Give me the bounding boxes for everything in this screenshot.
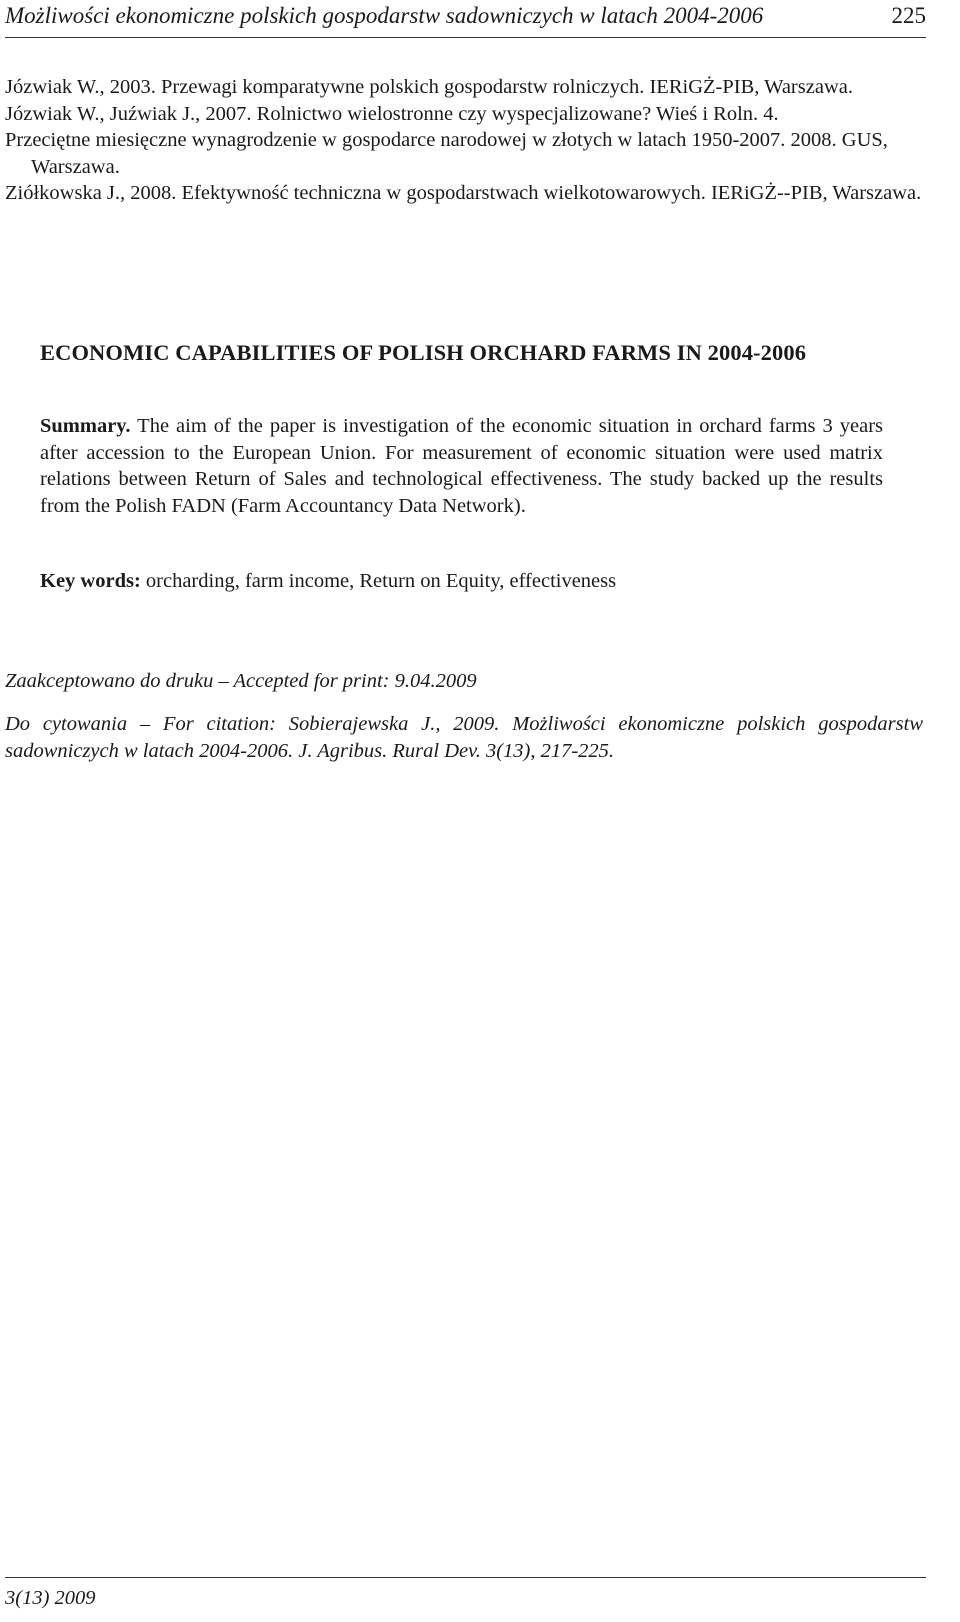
summary-paragraph — [40, 413, 883, 519]
keywords-label: Key words: — [40, 570, 141, 592]
summary-label: Summary. — [40, 415, 131, 437]
english-title: ECONOMIC CAPABILITIES OF POLISH ORCHARD FARMS IN 2004-2006 — [40, 340, 807, 365]
citation-note: Do cytowania – For citation: Sobierajewska J., 2009. Możliwości ekonomiczne polskich gospodarstw sadowniczych w latach 2004-2006. J. Agribus. Rural Dev. 3(13), 217-225. — [5, 713, 923, 762]
reference-item: Józwiak W., 2003. Przewagi komparatywne polskich gospodarstw rolniczych. IERiGŻ-PIB, Warszawa. — [5, 76, 853, 98]
issue-number: 3(13) 2009 — [5, 1587, 96, 1609]
reference-list — [5, 74, 926, 207]
page-footer — [5, 1577, 926, 1610]
reference-item: Ziółkowska J., 2008. Efektywność techniczna w gospodarstwach wielkotowarowych. IERiGŻ--PIB, Warszawa. — [5, 182, 922, 204]
summary-text: The aim of the paper is investigation of the economic situation in orchard farms 3 years after accession to the European Union. For measurement of economic situation were used matrix relations between Return of Sales and technological effectiveness. The study backed up the results from the Polish FADN (Farm Accountancy Data Network). — [40, 415, 883, 517]
keywords-line — [40, 570, 616, 593]
running-header — [5, 0, 926, 38]
reference-item: Przeciętne miesięczne wynagrodzenie w gospodarce narodowej w złotych w latach 1950-2007. 2008. GUS, Warszawa. — [5, 129, 888, 178]
accepted-note: Zaakceptowano do druku – Accepted for print: 9.04.2009 — [5, 670, 477, 692]
page-number: 225 — [891, 3, 926, 28]
reference-item: Józwiak W., Juźwiak J., 2007. Rolnictwo wielostronne czy wyspecjalizowane? Wieś i Roln. 4. — [5, 102, 779, 125]
running-title: Możliwości ekonomiczne polskich gospodarstw sadowniczych w latach 2004-2006 — [5, 3, 764, 28]
keywords-text: orcharding, farm income, Return on Equity, effectiveness — [140, 570, 617, 592]
